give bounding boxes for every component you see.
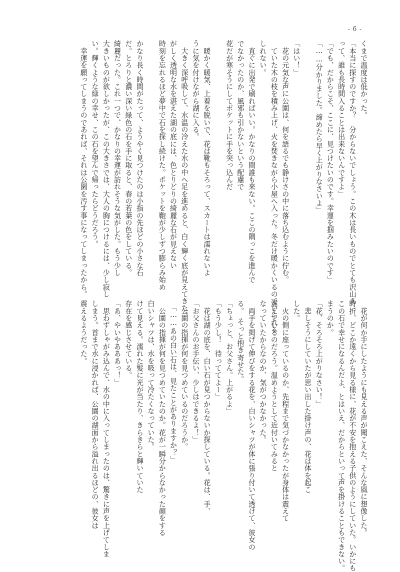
lower-text-line: る。 そっと抱き寄せた。 [236, 300, 245, 383]
lower-text-line: 時折、どこか遠くから見る様に、花が不安を抱える子供のようにしていた。いかにも [348, 300, 357, 572]
upper-text-line: 大きいものが欲しかったが、この大きさでは、大人の胸につけるには、少し寂し [102, 40, 111, 298]
upper-text-line: 大きく深呼吸して、水温の冷えた水の中へ足を進めると、白く輝く底が見えてきた。 [180, 40, 189, 319]
lower-text-line: けて見える。濡れた髪に光が当たり、きらきらと輝いていた [135, 300, 144, 494]
upper-text-line: って、誰も長時間入ることは出来ないんですよ」 [337, 40, 346, 198]
lower-text-line: 「……あの白い石は、見たことがありますか？」 [169, 300, 178, 463]
upper-text-line: しれない。 [259, 40, 268, 76]
lower-text-line: 「ちょっと、お父さん。上がるよ」 [225, 300, 234, 415]
lower-text-line: なっていたからなのか、気がつかなかった。 [259, 300, 268, 443]
lower-text-line: 思わずしゃがみ込んで、水の中に入ってしまったのは、驚きに声を上げてしま [102, 300, 111, 558]
upper-text-line: 直ぐに出発で刷ればいい。かなりの間誰も来ない。ここの隅っこを進んで [247, 40, 256, 284]
lower-text-line: 「お父さんのお手伝い、少しはできるよ！」 [191, 300, 200, 443]
lower-text-line: 震えているのだろう。温めようとして近付いてみると [270, 300, 279, 472]
upper-text-line: かなり長く時間がたって、ようやく見つけたのは小指の先ほどの小さな石 [135, 40, 144, 276]
lower-text-line: この石で幸せになるんだよ、とはいえ、だからといって声を掛けることもできない。 [337, 300, 346, 572]
upper-text-line: ていた木の枝を積み上げ、火を焚きながら小屋へ入った。冬だけ暖かくいるのでいられる [270, 40, 279, 334]
page-number: - 6 - [347, 26, 362, 33]
upper-text-line [145, 40, 156, 272]
upper-text-line [212, 40, 223, 272]
upper-text-line: でなかったのか、風邪も引かないという配慮で [236, 40, 245, 191]
upper-text-line: 「本当に探すのですか？ 分からないでしょう。この木は長いものでとても沢山あ [348, 40, 357, 305]
upper-text-line: 花だが寒そうにしてポケットに手を突っ込んだ [225, 40, 234, 191]
upper-text-line: 「……分かりました。諦めたら早く上がりなさいよ」 [315, 40, 324, 214]
lower-text-line: 「花、そろそろ上がりなさい！」 [315, 300, 324, 408]
lower-text-line: 「もう少し！ 待っててよー」 [214, 300, 223, 401]
upper-text-line: うに気を付けながら湖に入る。 [191, 40, 200, 141]
upper-text-line [302, 40, 313, 272]
lower-text-line: 悲しそうにしていたが思い出した掛け声の、花は体を起こ [303, 300, 312, 494]
upper-text-line: 時刻を忘れるほど夢中で石を探し続けた。ポケットを鞄が少しずつ膨らみ始め [158, 40, 167, 291]
upper-text-line: くまで温度は低かった。 [360, 40, 368, 119]
upper-text-line: だ。とろりと濃い深い緑色の石を手に取ると、春の若葉の色をしている。 [124, 40, 133, 276]
lower-text-line: まうのか。 [326, 300, 335, 336]
upper-text-line: 花の元気な声に公園は、何を語るでも静けさの中に落ち込むように佇む。 [281, 40, 290, 284]
upper-text-line: 幸運を願ってしまうのであれば、それは公園を汚す事になってしまったから。 [79, 40, 88, 298]
lower-text-line: しまう。首まで水に浸かれば、公園の湖面から溢れ出るほどの、彼女は [91, 300, 100, 529]
upper-text-line: 「でも、だからこそ、ここに、見つけたいのです。幸運を掴みたいのです」 [326, 40, 335, 284]
lower-text-line: 火の側に座っているのか、先程まで気づかなかったが身体は震えて [281, 300, 290, 522]
lower-text-line: 公園の指揮が何を見つめているのだろうか。 [180, 300, 189, 451]
upper-text-line: い。輝くような緑の幸せ、この石を望んで帰ったらどうだろう。 [91, 40, 100, 248]
lower-text-line: 花が何か手にしたようにも見える声が聞こえた、そんな風に想像した。 [360, 300, 368, 536]
lower-text-line: した。 [292, 300, 301, 322]
lower-text-line: 存在を感じさせている。 [124, 300, 133, 379]
lower-text-line: 両手を掲げて伸びをする花を、白いシャツが体に張り付いて透けて、彼女の [247, 300, 256, 551]
lower-text-line: 「あ、やいやあああっ！」 [113, 300, 122, 386]
upper-text-line: 綺麗だった。これ一つで、かなりの幸運が訪れそうな気がした。もう少し [113, 40, 122, 276]
lower-text-block [78, 300, 369, 572]
upper-text-line: 「はい！」 [292, 40, 301, 76]
upper-text-line: 暖かく暖気、上着を脱いで、花は靴もそろって、スカートは濡れないよ [203, 40, 212, 276]
lower-text-line: 公園の指揮が何を見つめていたのか。花が一瞬分からなかった顔をする [158, 300, 167, 536]
lower-text-line: 白いシャツは、水を吸って冷たくなっていた。 [147, 300, 156, 451]
lower-text-line: 震えるようだった。 [79, 300, 88, 365]
lower-text-line: 花は湖の底を、白い石が見つからないか探している。花は、手、 [203, 300, 212, 515]
upper-text-line: がしく透明な水を湛えた湖の底には、色とりどりの綺麗な石が見えない [169, 40, 178, 269]
